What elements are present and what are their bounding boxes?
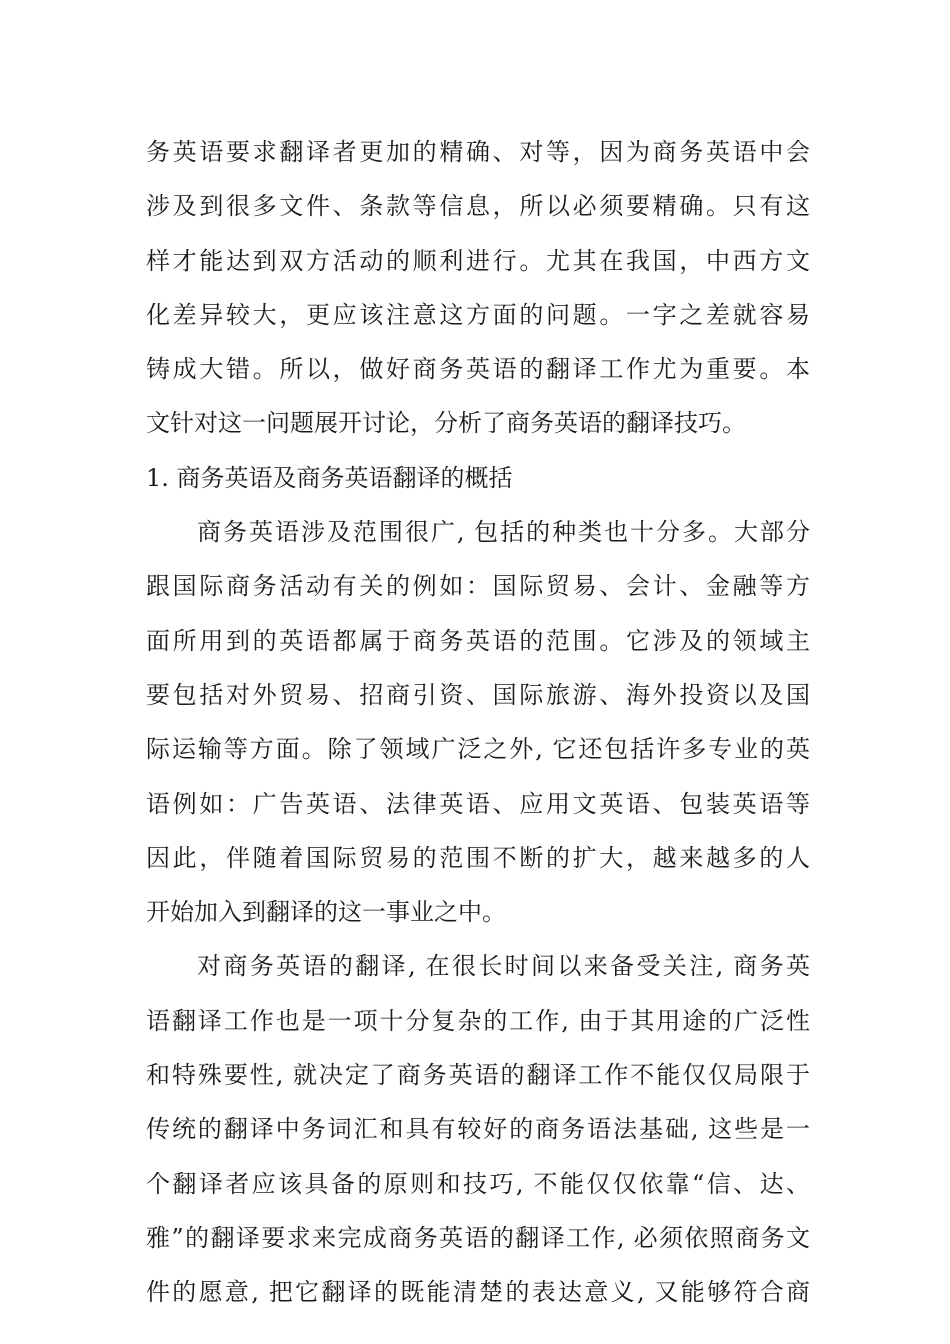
text-line: 样才能达到双方活动的顺利进行。尤其在我国，中西方文: [146, 246, 810, 275]
text-line: 务英语要求翻译者更加的精确、对等，因为商务英语中会: [146, 138, 810, 166]
paragraph-intro-continuation: [146, 125, 810, 451]
paragraph-scope: [146, 505, 810, 939]
heading-text: 1. 商务英语及商务英语翻译的概括: [146, 463, 513, 492]
text-line: 雅”的翻译要求来完成商务英语的翻译工作, 必须依照商务文: [146, 1223, 810, 1252]
text-line: 传统的翻译中务词汇和具有较好的商务语法基础, 这些是一: [146, 1115, 810, 1144]
text-line: 语例如：广告英语、法律英语、应用文英语、包装英语等: [146, 789, 810, 818]
text-line: 面所用到的英语都属于商务英语的范围。它涉及的领域主: [146, 626, 810, 655]
paragraph-translation: [146, 939, 810, 1319]
text-line: 商务英语涉及范围很广, 包括的种类也十分多。大部分: [197, 518, 810, 547]
text-line: 跟国际商务活动有关的例如：国际贸易、会计、金融等方: [146, 572, 810, 601]
text-line: 件的愿意, 把它翻译的既能清楚的表达意义, 又能够符合商: [146, 1278, 810, 1307]
text-line: 文针对这一问题展开讨论，分析了商务英语的翻译技巧。: [146, 409, 746, 438]
text-line: 化差异较大，更应该注意这方面的问题。一字之差就容易: [146, 300, 810, 329]
text-line: 和特殊要性, 就决定了商务英语的翻译工作不能仅仅局限于: [146, 1061, 810, 1090]
text-line: 铸成大错。所以，做好商务英语的翻译工作尤为重要。本: [146, 355, 810, 384]
text-line: 际运输等方面。除了领域广泛之外, 它还包括许多专业的英: [146, 735, 810, 764]
body-text: [146, 125, 810, 1320]
text-line: 语翻译工作也是一项十分复杂的工作, 由于其用途的广泛性: [146, 1006, 810, 1035]
text-line: 开始加入到翻译的这一事业之中。: [146, 898, 506, 927]
text-line: 因此，伴随着国际贸易的范围不断的扩大，越来越多的人: [146, 843, 810, 872]
text-line: 个翻译者应该具备的原则和技巧, 不能仅仅依靠“信、达、: [146, 1169, 810, 1198]
section-heading: [146, 451, 810, 505]
text-line: 对商务英语的翻译, 在很长时间以来备受关注, 商务英: [197, 952, 810, 981]
text-line: 要包括对外贸易、招商引资、国际旅游、海外投资以及国: [146, 680, 810, 709]
text-line: 涉及到很多文件、条款等信息，所以必须要精确。只有这: [146, 192, 810, 221]
